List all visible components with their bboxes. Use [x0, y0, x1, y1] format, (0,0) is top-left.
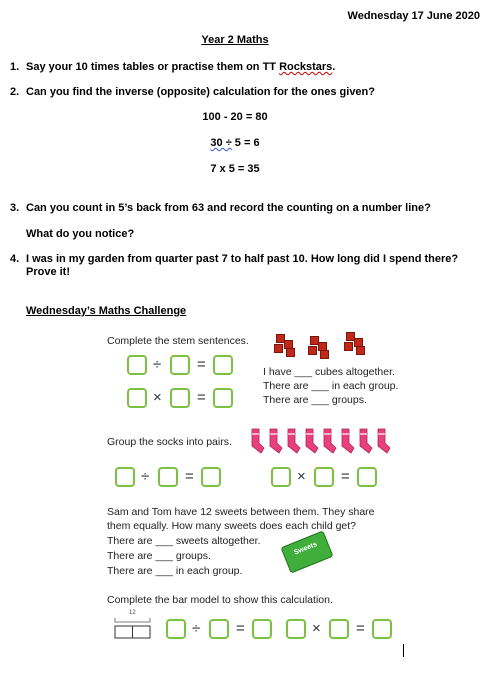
sweets-packet-label: Sweets	[293, 540, 319, 557]
equals-sign: =	[236, 620, 245, 637]
page-title: Year 2 Maths	[201, 34, 269, 46]
q1-text: Say your 10 times tables or practise them on TT Rockstars.	[26, 61, 336, 73]
answer-box[interactable]	[252, 619, 272, 639]
equals-sign: =	[197, 356, 206, 373]
answer-box[interactable]	[127, 388, 147, 408]
socks-instruction: Group the socks into pairs.	[107, 436, 232, 448]
cube-group	[342, 330, 372, 356]
text-cursor	[403, 644, 404, 657]
answer-box[interactable]	[201, 467, 221, 487]
cube-group	[272, 332, 302, 358]
equals-sign: =	[185, 468, 194, 485]
q3-number: 3.	[10, 202, 20, 214]
equals-sign: =	[197, 389, 206, 406]
answer-box[interactable]	[329, 619, 349, 639]
answer-box[interactable]	[209, 619, 229, 639]
q2-text: Can you find the inverse (opposite) calculation for the ones given?	[26, 86, 375, 98]
calc-2: 30 ÷ 5 = 6	[210, 137, 260, 149]
answer-box[interactable]	[314, 467, 334, 487]
divide-sign: ÷	[141, 468, 150, 485]
q2-number: 2.	[10, 86, 20, 98]
answer-box[interactable]	[357, 467, 377, 487]
q3-sub: What do you notice?	[26, 228, 135, 240]
answer-box[interactable]	[271, 467, 291, 487]
story-sentence-1: There are ___ sweets altogether.	[107, 535, 261, 547]
q4-sub: Prove it!	[26, 266, 71, 278]
cube-group	[306, 334, 336, 360]
answer-box[interactable]	[158, 467, 178, 487]
answer-box[interactable]	[372, 619, 392, 639]
socks-image	[248, 427, 394, 455]
bar-total: 12	[129, 610, 136, 616]
stem-sentence-3: There are ___ groups.	[263, 394, 367, 406]
q3-text: Can you count in 5’s back from 63 and record the counting on a number line?	[26, 202, 431, 214]
multiply-sign: ×	[312, 620, 321, 637]
bar-model	[112, 616, 154, 646]
answer-box[interactable]	[170, 355, 190, 375]
answer-box[interactable]	[166, 619, 186, 639]
bar-instruction: Complete the bar model to show this calculation.	[107, 594, 333, 606]
rockstars-word: Rockstars	[279, 61, 333, 73]
date: Wednesday 17 June 2020	[347, 10, 480, 22]
q4-text: I was in my garden from quarter past 7 to half past 10. How long did I spend there?	[26, 253, 459, 265]
story-line-2: them equally. How many sweets does each child get?	[107, 520, 357, 532]
multiply-sign: ×	[297, 468, 306, 485]
story-sentence-3: There are ___ in each group.	[107, 565, 243, 577]
calc-1: 100 - 20 = 80	[202, 111, 268, 123]
multiply-sign: ×	[153, 389, 162, 406]
divide-sign: ÷	[153, 356, 162, 373]
equals-sign: =	[356, 620, 365, 637]
q1-number: 1.	[10, 61, 20, 73]
answer-box[interactable]	[213, 355, 233, 375]
stem-instruction: Complete the stem sentences.	[107, 335, 249, 347]
challenge-title: Wednesday’s Maths Challenge	[26, 305, 187, 317]
equals-sign: =	[341, 468, 350, 485]
answer-box[interactable]	[213, 388, 233, 408]
calc-3: 7 x 5 = 35	[210, 163, 260, 175]
story-sentence-2: There are ___ groups.	[107, 550, 211, 562]
divide-sign: ÷	[192, 620, 201, 637]
stem-sentence-2: There are ___ in each group.	[263, 380, 399, 392]
answer-box[interactable]	[286, 619, 306, 639]
q4-number: 4.	[10, 253, 20, 265]
answer-box[interactable]	[115, 467, 135, 487]
answer-box[interactable]	[170, 388, 190, 408]
story-line-1: Sam and Tom have 12 sweets between them. They share	[107, 506, 375, 518]
answer-box[interactable]	[127, 355, 147, 375]
sweets-packet-icon	[280, 530, 333, 573]
stem-sentence-1: I have ___ cubes altogether.	[263, 366, 395, 378]
